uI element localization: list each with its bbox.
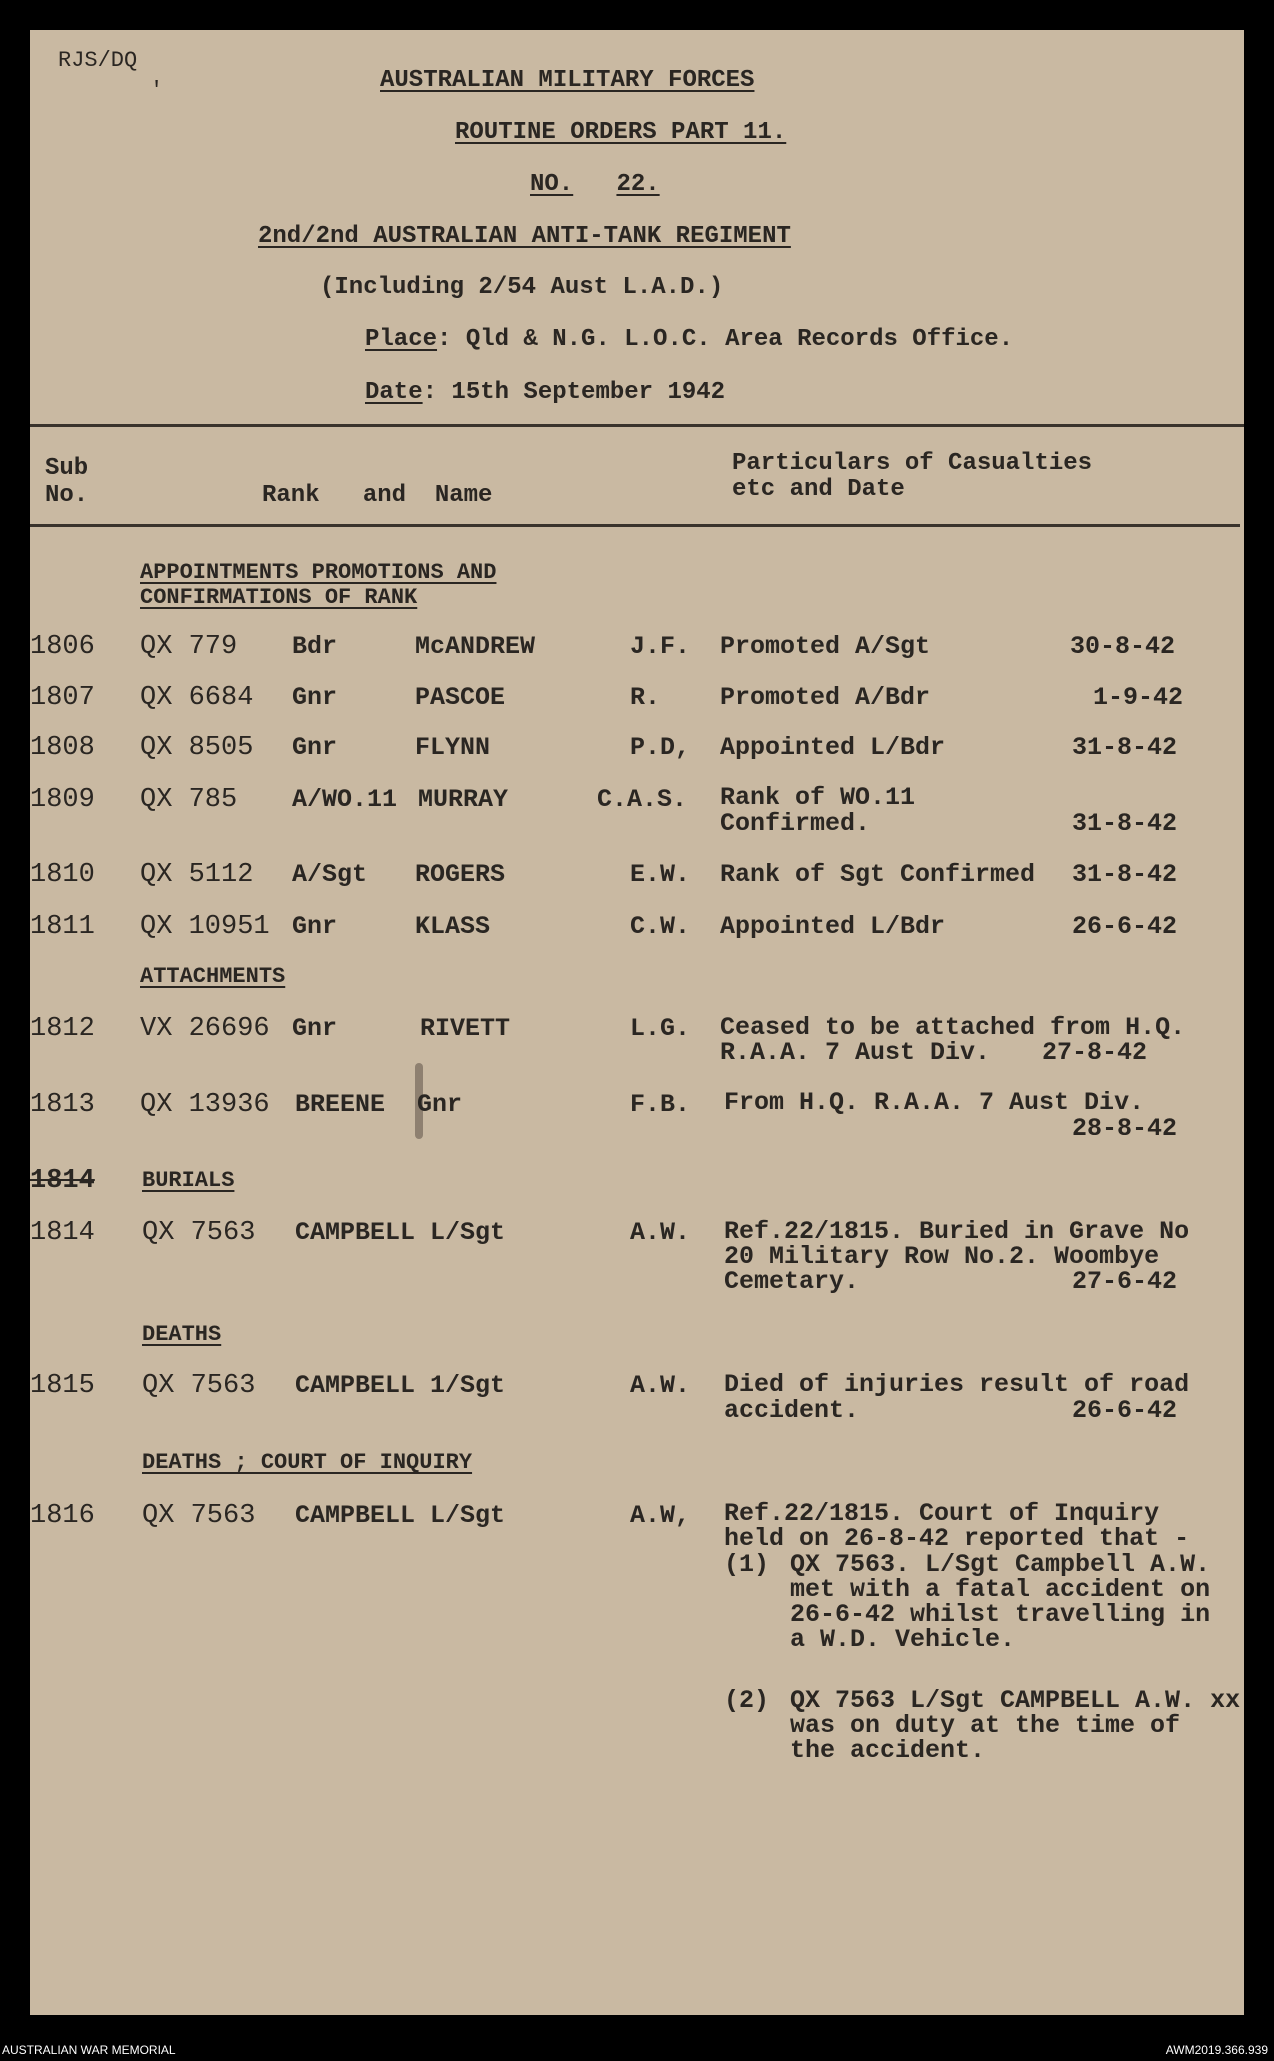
entry-1807-date: 1-9-42 [1093,683,1184,712]
entry-1808-name: FLYNN [415,733,491,762]
document-page [30,30,1244,2015]
order-number-label: NO. [530,171,574,198]
struck-sub-no: 1814 [30,1166,95,1196]
entry-1816-initials: A.W, [630,1501,691,1530]
entry-1809-number: QX 785 [140,785,238,815]
inquiry-item-2-marker: (2) [724,1686,770,1715]
entry-1811-rank: Gnr [292,912,338,941]
entry-1814-text-2: 20 Military Row No.2. Woombye [724,1242,1160,1271]
entry-1815-number: QX 7563 [142,1371,256,1401]
inquiry-item-1-line-2: met with a fatal accident on [790,1575,1211,1604]
entry-1806-initials: J.F. [630,632,691,661]
entry-1809-date: 31-8-42 [1072,809,1178,838]
entry-1807-name: PASCOE [415,683,506,712]
entry-1808-sub: 1808 [30,733,95,763]
entry-1813-number: QX 13936 [140,1090,270,1120]
entry-1806-sub: 1806 [30,632,95,662]
entry-1812-initials: L.G. [630,1014,691,1043]
place-value: : Qld & N.G. L.O.C. Area Records Office. [437,326,1014,353]
col-sub-no-1: Sub [45,455,89,482]
entry-1814-text-3: Cemetary. [724,1267,860,1296]
entry-1807-number: QX 6684 [140,683,254,713]
entry-1814-text-1: Ref.22/1815. Buried in Grave No [724,1217,1190,1246]
order-number-value: 22. [616,171,660,198]
title-routine-orders: ROUTINE ORDERS PART 11. [455,119,787,146]
entry-1812-text-2: R.A.A. 7 Aust Div. [720,1038,991,1067]
entry-1815-sub: 1815 [30,1371,95,1401]
entry-1806-number: QX 779 [140,632,238,662]
entry-1809-rank: A/WO.11 [292,785,398,814]
unit-title: 2nd/2nd AUSTRALIAN ANTI-TANK REGIMENT [258,223,791,250]
entry-1807-text: Promoted A/Bdr [720,683,931,712]
entry-1808-rank: Gnr [292,733,338,762]
entry-1815-date: 26-6-42 [1072,1396,1178,1425]
entry-1813-text: From H.Q. R.A.A. 7 Aust Div. [724,1088,1145,1117]
entry-1813-name: BREENE [295,1090,386,1119]
entry-1816-text-2: held on 26-8-42 reported that - [724,1524,1190,1553]
entry-1811-date: 26-6-42 [1072,912,1178,941]
place-line [365,327,1013,353]
entry-1809-text-1: Rank of WO.11 [720,783,916,812]
entry-1806-rank: Bdr [292,632,338,661]
entry-1807-rank: Gnr [292,683,338,712]
unit-subtitle: (Including 2/54 Aust L.A.D.) [320,274,724,301]
entry-1811-number: QX 10951 [140,912,270,942]
entry-1812-date: 27-8-42 [1042,1038,1148,1067]
entry-1816-number: QX 7563 [142,1501,256,1531]
entry-1814-date: 27-6-42 [1072,1267,1178,1296]
entry-1806-date: 30-8-42 [1070,632,1176,661]
entry-1810-number: QX 5112 [140,860,254,890]
order-number [530,172,660,198]
entry-1811-name: KLASS [415,912,491,941]
date-value: : 15th September 1942 [422,379,726,406]
entry-1815-initials: A.W. [630,1371,691,1400]
col-particulars-2: etc and Date [732,476,905,503]
col-particulars-1: Particulars of Casualties [732,450,1093,477]
entry-1814-number: QX 7563 [142,1218,256,1248]
footer-accession-number: AWM2019.366.939 [1165,2043,1268,2057]
section-appointments-1: APPOINTMENTS PROMOTIONS AND [140,560,497,585]
entry-1810-initials: E.W. [630,860,691,889]
entry-1808-date: 31-8-42 [1072,733,1178,762]
entry-1812-name: RIVETT [420,1014,511,1043]
entry-1810-sub: 1810 [30,860,95,890]
header-rule-bottom [30,524,1240,527]
entry-1815-text-1: Died of injuries result of road [724,1370,1190,1399]
entry-1810-rank: A/Sgt [292,860,368,889]
entry-1813-rank: Gnr [417,1090,463,1119]
inquiry-item-2-line-1: QX 7563 L/Sgt CAMPBELL A.W. xx [790,1686,1241,1715]
entry-1813-initials: F.B. [630,1090,691,1119]
entry-1812-text-1: Ceased to be attached from H.Q. [720,1013,1186,1042]
entry-1816-sub: 1816 [30,1501,95,1531]
inquiry-item-2-line-2: was on duty at the time of [790,1711,1181,1740]
entry-1811-text: Appointed L/Bdr [720,912,946,941]
entry-1810-date: 31-8-42 [1072,860,1178,889]
entry-1808-initials: P.D, [630,733,691,762]
reference-tick: ʹ [150,78,164,103]
entry-1812-rank: Gnr [292,1014,338,1043]
section-deaths-inquiry: DEATHS ; COURT OF INQUIRY [142,1450,473,1475]
entry-1811-initials: C.W. [630,912,691,941]
entry-1811-sub: 1811 [30,912,95,942]
entry-1815-text-2: accident. [724,1396,860,1425]
col-rank-name: Rank and Name [262,482,493,509]
entry-1808-text: Appointed L/Bdr [720,733,946,762]
section-appointments-2: CONFIRMATIONS OF RANK [140,585,418,610]
inquiry-item-2-line-3: the accident. [790,1736,986,1765]
entry-1812-sub: 1812 [30,1014,95,1044]
entry-1806-name: McANDREW [415,632,536,661]
entry-1814-initials: A.W. [630,1218,691,1247]
entry-1814-sub: 1814 [30,1218,95,1248]
entry-1813-sub: 1813 [30,1090,95,1120]
reference-mark: RJS/DQ [58,48,138,73]
inquiry-item-1-line-4: a W.D. Vehicle. [790,1625,1016,1654]
section-attachments: ATTACHMENTS [140,964,286,989]
entry-1808-number: QX 8505 [140,733,254,763]
inquiry-item-1-line-1: QX 7563. L/Sgt Campbell A.W. [790,1550,1211,1579]
inquiry-item-1-line-3: 26-6-42 whilst travelling in [790,1600,1211,1629]
title-forces: AUSTRALIAN MILITARY FORCES [380,67,755,94]
entry-1813-date: 28-8-42 [1072,1114,1178,1143]
header-rule-top [30,424,1244,427]
place-label: Place [365,326,438,353]
section-deaths: DEATHS [142,1322,222,1347]
section-burials: BURIALS [142,1168,235,1193]
entry-1807-sub: 1807 [30,683,95,713]
footer-archive-name: AUSTRALIAN WAR MEMORIAL [2,2043,176,2057]
entry-1809-text-2: Confirmed. [720,809,871,838]
entry-1816-text-1: Ref.22/1815. Court of Inquiry [724,1499,1160,1528]
date-line [365,380,725,406]
entry-1812-number: VX 26696 [140,1014,270,1044]
date-label: Date [365,379,423,406]
entry-1815-name-rank: CAMPBELL 1/Sgt [295,1371,506,1400]
entry-1809-initials: C.A.S. [597,785,688,814]
entry-1807-initials: R. [630,683,661,712]
entry-1816-name-rank: CAMPBELL L/Sgt [295,1501,506,1530]
entry-1809-name: MURRAY [418,785,509,814]
inquiry-item-1-marker: (1) [724,1550,770,1579]
entry-1810-text: Rank of Sgt Confirmed [720,860,1036,889]
entry-1814-name-rank: CAMPBELL L/Sgt [295,1218,506,1247]
entry-1810-name: ROGERS [415,860,506,889]
col-sub-no-2: No. [45,482,89,509]
entry-1809-sub: 1809 [30,785,95,815]
entry-1806-text: Promoted A/Sgt [720,632,931,661]
